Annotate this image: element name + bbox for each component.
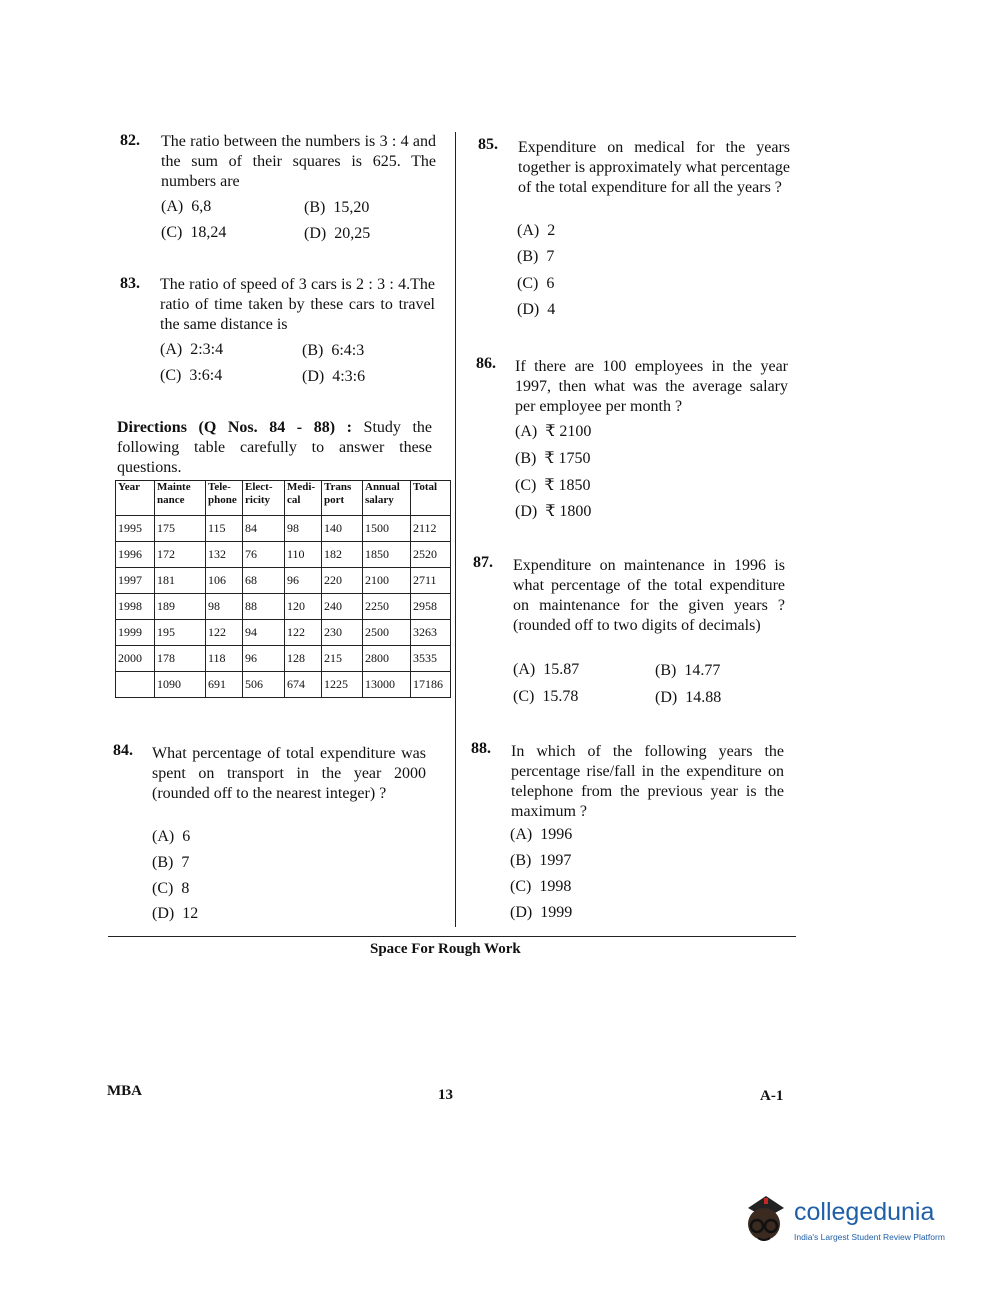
table-cell: 128 xyxy=(285,646,322,672)
q84-number: 84. xyxy=(113,742,133,759)
q85-text: Expenditure on medical for the years together is approximately what percentage of the total expenditure for all the years ? xyxy=(518,139,790,196)
q87-option-b: (B) 14.77 xyxy=(655,662,721,679)
q84-text: What percentage of total expenditure was spent on transport in the year 2000 (rounded off to the nearest integer) ? xyxy=(152,745,426,802)
directions-heading: Directions (Q Nos. 84 - 88) : xyxy=(117,419,352,436)
rough-work-divider xyxy=(108,936,796,937)
table-cell: 118 xyxy=(206,646,243,672)
table-cell: 2520 xyxy=(411,542,451,568)
rough-work-label: Space For Rough Work xyxy=(370,941,521,957)
table-cell: 98 xyxy=(285,516,322,542)
table-cell: 182 xyxy=(322,542,363,568)
q87-text: Expenditure on maintenance in 1996 is what percentage of the total expenditure on maintenance for the given years ? (rounded off to two digits of decimals) xyxy=(513,557,785,634)
q86-option-a: (A) ₹ 2100 xyxy=(515,423,592,440)
table-cell: 2711 xyxy=(411,568,451,594)
q83-option-b: (B) 6:4:3 xyxy=(302,342,365,359)
q82-number: 82. xyxy=(120,132,140,149)
q85-option-c: (C) 6 xyxy=(517,275,555,292)
table-cell: 1995 xyxy=(116,516,155,542)
q82-text: The ratio between the numbers is 3 : 4 and the sum of their squares is 625. The numbers are xyxy=(161,133,436,190)
table-cell: 98 xyxy=(206,594,243,620)
table-cell: 115 xyxy=(206,516,243,542)
table-cell: 178 xyxy=(155,646,206,672)
footer-code: A-1 xyxy=(760,1088,784,1104)
table-cell: 172 xyxy=(155,542,206,568)
directions-text: Study the following table carefully to answer these questions. xyxy=(117,419,433,476)
table-cell: 3263 xyxy=(411,620,451,646)
q88-number: 88. xyxy=(471,740,491,757)
table-cell: 175 xyxy=(155,516,206,542)
table-cell: 76 xyxy=(243,542,285,568)
table-cell: 1850 xyxy=(363,542,411,568)
table-total-row xyxy=(116,672,451,698)
table-cell: 106 xyxy=(206,568,243,594)
table-cell: 1996 xyxy=(116,542,155,568)
q88-option-b: (B) 1997 xyxy=(510,852,572,869)
q87-option-c: (C) 15.78 xyxy=(513,688,579,705)
table-header: Trans port xyxy=(322,481,363,516)
table-cell: 1500 xyxy=(363,516,411,542)
table-cell: 1225 xyxy=(322,672,363,698)
q84-option-c: (C) 8 xyxy=(152,880,190,897)
column-divider xyxy=(455,132,456,927)
table-cell: 195 xyxy=(155,620,206,646)
q88-option-c: (C) 1998 xyxy=(510,878,572,895)
table-cell: 3535 xyxy=(411,646,451,672)
table-cell: 691 xyxy=(206,672,243,698)
table-cell: 2500 xyxy=(363,620,411,646)
logo-name: collegedunia xyxy=(794,1198,935,1226)
q88-text: In which of the following years the percentage rise/fall in the expenditure on telephone from the previous year is the maximum ? xyxy=(511,743,784,820)
table-cell: 1090 xyxy=(155,672,206,698)
table-cell: 230 xyxy=(322,620,363,646)
table-header: Medi- cal xyxy=(285,481,322,516)
q83-option-a: (A) 2:3:4 xyxy=(160,341,224,358)
table-cell: 122 xyxy=(206,620,243,646)
mascot-icon xyxy=(736,1188,794,1248)
table-header: Elect- ricity xyxy=(243,481,285,516)
table-cell: 2000 xyxy=(116,646,155,672)
q83-option-c: (C) 3:6:4 xyxy=(160,367,223,384)
table-cell: 110 xyxy=(285,542,322,568)
table-header: Mainte nance xyxy=(155,481,206,516)
q84-option-b: (B) 7 xyxy=(152,854,190,871)
table-header: Year xyxy=(116,481,155,516)
q86-option-c: (C) ₹ 1850 xyxy=(515,477,591,494)
table-row xyxy=(116,646,451,672)
table-cell: 2250 xyxy=(363,594,411,620)
q83-option-d: (D) 4:3:6 xyxy=(302,368,366,385)
table-cell: 132 xyxy=(206,542,243,568)
q85-option-d: (D) 4 xyxy=(517,301,556,318)
table-cell: 68 xyxy=(243,568,285,594)
table-cell: 2112 xyxy=(411,516,451,542)
q84-option-a: (A) 6 xyxy=(152,828,191,845)
q82-option-a: (A) 6,8 xyxy=(161,198,212,215)
table-header-row xyxy=(116,481,451,516)
q86-option-d: (D) ₹ 1800 xyxy=(515,503,592,520)
q85-number: 85. xyxy=(478,136,498,153)
table-cell: 120 xyxy=(285,594,322,620)
table-cell: 84 xyxy=(243,516,285,542)
table-cell: 13000 xyxy=(363,672,411,698)
footer-exam-name: MBA xyxy=(107,1083,142,1099)
q86-text: If there are 100 employees in the year 1997, then what was the average salary per employee per month ? xyxy=(515,358,788,415)
q87-number: 87. xyxy=(473,554,493,571)
table-cell: 181 xyxy=(155,568,206,594)
table-cell: 240 xyxy=(322,594,363,620)
table-header: Total xyxy=(411,481,451,516)
table-cell: 2100 xyxy=(363,568,411,594)
q88-option-d: (D) 1999 xyxy=(510,904,573,921)
page-number: 13 xyxy=(438,1087,453,1103)
table-row xyxy=(116,620,451,646)
table-header: Annual salary xyxy=(363,481,411,516)
logo-tagline: India's Largest Student Review Platform xyxy=(794,1232,945,1242)
expenditure-table xyxy=(115,480,451,698)
table-row xyxy=(116,542,451,568)
table-cell: 96 xyxy=(285,568,322,594)
q86-number: 86. xyxy=(476,355,496,372)
q83-text: The ratio of speed of 3 cars is 2 : 3 : 4.The ratio of time taken by these cars to travel the same distance is xyxy=(160,276,435,333)
table-row xyxy=(116,594,451,620)
directions xyxy=(117,418,432,478)
table-row xyxy=(116,516,451,542)
table-cell: 2800 xyxy=(363,646,411,672)
table-cell: 96 xyxy=(243,646,285,672)
table-cell: 506 xyxy=(243,672,285,698)
q86-option-b: (B) ₹ 1750 xyxy=(515,450,591,467)
table-cell xyxy=(116,672,155,698)
q82-option-c: (C) 18,24 xyxy=(161,224,227,241)
q82-option-d: (D) 20,25 xyxy=(304,225,371,242)
table-cell: 140 xyxy=(322,516,363,542)
q88-option-a: (A) 1996 xyxy=(510,826,573,843)
q85-option-a: (A) 2 xyxy=(517,222,556,239)
table-cell: 122 xyxy=(285,620,322,646)
table-cell: 88 xyxy=(243,594,285,620)
q82-option-b: (B) 15,20 xyxy=(304,199,370,216)
table-cell: 189 xyxy=(155,594,206,620)
table-cell: 215 xyxy=(322,646,363,672)
table-row xyxy=(116,568,451,594)
table-cell: 1999 xyxy=(116,620,155,646)
table-cell: 674 xyxy=(285,672,322,698)
table-cell: 17186 xyxy=(411,672,451,698)
table-header: Tele- phone xyxy=(206,481,243,516)
collegedunia-logo xyxy=(736,1188,961,1248)
table-cell: 2958 xyxy=(411,594,451,620)
table-cell: 94 xyxy=(243,620,285,646)
q83-number: 83. xyxy=(120,275,140,292)
q87-option-d: (D) 14.88 xyxy=(655,689,722,706)
table-cell: 1998 xyxy=(116,594,155,620)
table-cell: 1997 xyxy=(116,568,155,594)
q85-option-b: (B) 7 xyxy=(517,248,555,265)
q87-option-a: (A) 15.87 xyxy=(513,661,580,678)
q84-option-d: (D) 12 xyxy=(152,905,199,922)
table-cell: 220 xyxy=(322,568,363,594)
